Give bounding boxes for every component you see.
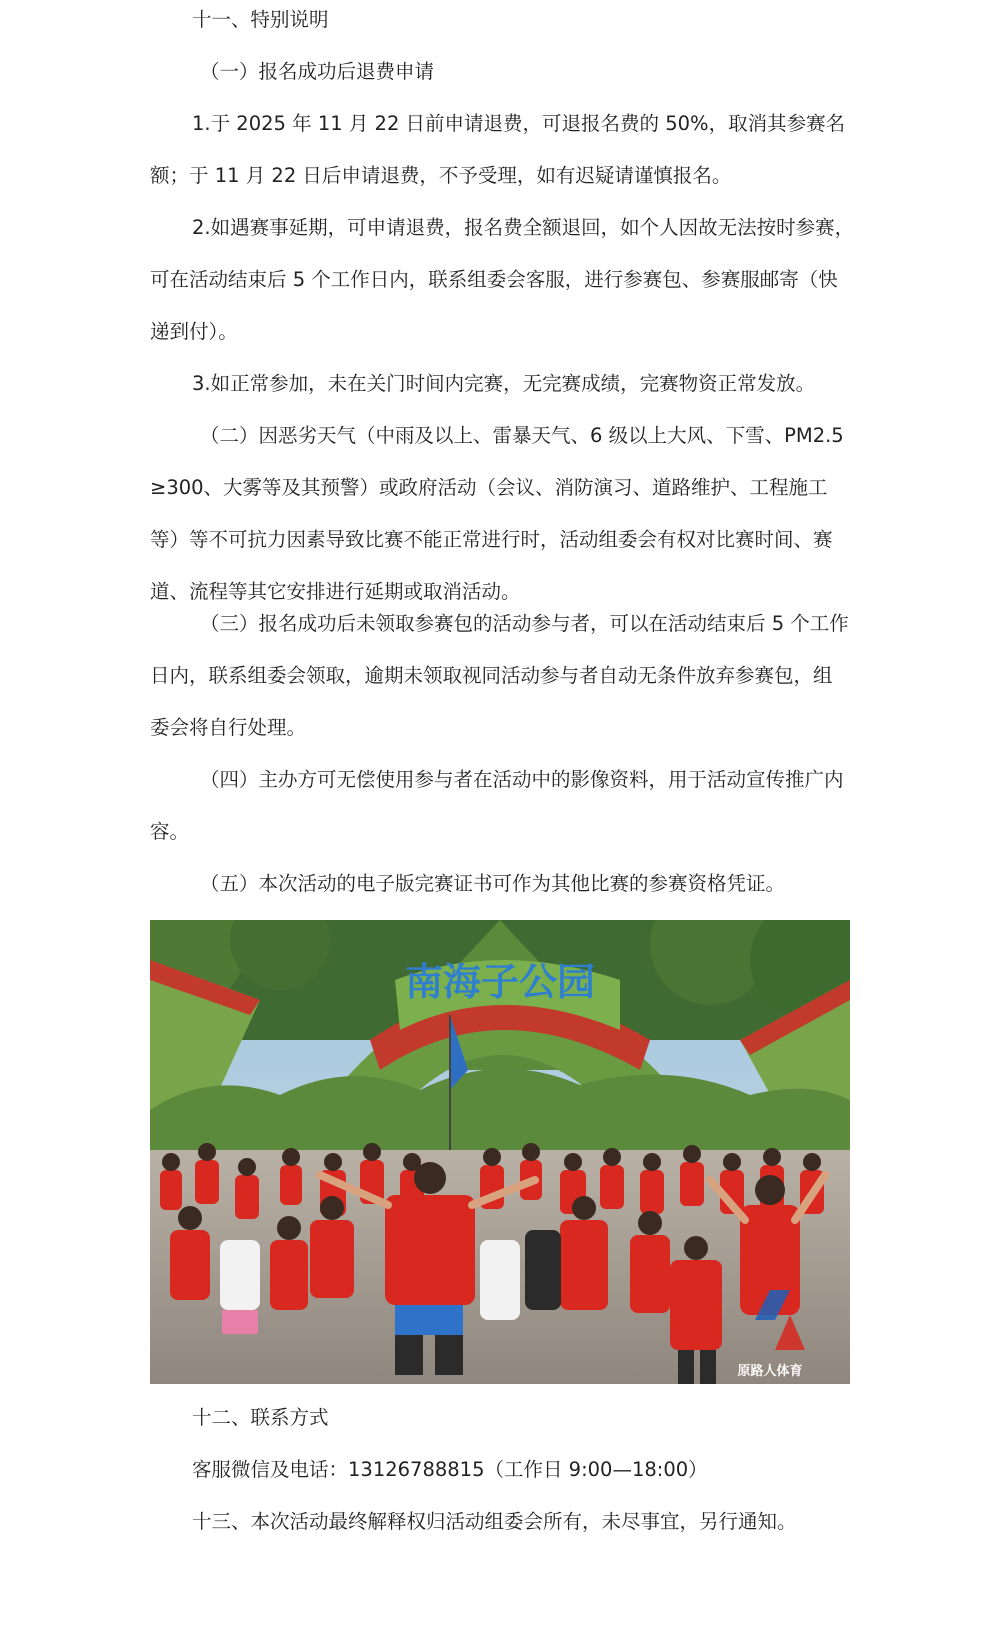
section-13-statement: 十三、本次活动最终解释权归活动组委会所有，未尽事宜，另行通知。 xyxy=(192,1510,797,1533)
paragraph-line: 日内，联系组委会领取，逾期未领取视同活动参与者自动无条件放弃参赛包，组 xyxy=(150,664,833,687)
section-12-heading: 十二、联系方式 xyxy=(192,1406,329,1429)
paragraph-line: 可在活动结束后 5 个工作日内，联系组委会客服，进行参赛包、参赛服邮寄（快 xyxy=(150,268,838,291)
paragraph-line: 委会将自行处理。 xyxy=(150,716,307,739)
paragraph-line: 递到付）。 xyxy=(150,320,238,343)
paragraph-line: 3.如正常参加，未在关门时间内完赛，无完赛成绩，完赛物资正常发放。 xyxy=(192,372,816,395)
paragraph-line: 2.如遇赛事延期，可申请退费，报名费全额退回，如个人因故无法按时参赛， xyxy=(192,216,855,239)
paragraph-line: 等）等不可抗力因素导致比赛不能正常进行时，活动组委会有权对比赛时间、赛 xyxy=(150,528,833,551)
paragraph-line: 1.于 2025 年 11 月 22 日前申请退费，可退报名费的 50%，取消其参赛名 xyxy=(192,112,846,135)
paragraph-line: 额；于 11 月 22 日后申请退费，不予受理，如有迟疑请谨慎报名。 xyxy=(150,164,732,187)
refund-subheading: （一）报名成功后退费申请 xyxy=(200,60,435,83)
certificate-subheading: （五）本次活动的电子版完赛证书可作为其他比赛的参赛资格凭证。 xyxy=(200,872,786,895)
contact-line: 客服微信及电话：13126788815（工作日 9:00—18:00） xyxy=(192,1458,708,1481)
paragraph-line: ≥300、大雾等及其预警）或政府活动（会议、消防演习、道路维护、工程施工 xyxy=(150,476,828,499)
paragraph-line: 容。 xyxy=(150,820,190,843)
section-11-heading: 十一、特别说明 xyxy=(192,8,329,31)
watermark-text: 原路人体育 xyxy=(737,1364,803,1379)
park-sign-text: 南海子公园 xyxy=(404,959,596,1004)
weather-subheading: （二）因恶劣天气（中雨及以上、雷暴天气、6 级以上大风、下雪、PM2.5 xyxy=(200,424,844,447)
event-photo xyxy=(150,920,850,1384)
media-rights-subheading: （四）主办方可无偿使用参与者在活动中的影像资料，用于活动宣传推广内 xyxy=(200,768,844,791)
paragraph-line: 道、流程等其它安排进行延期或取消活动。 xyxy=(150,580,521,603)
kit-pickup-subheading: （三）报名成功后未领取参赛包的活动参与者，可以在活动结束后 5 个工作 xyxy=(200,612,849,635)
